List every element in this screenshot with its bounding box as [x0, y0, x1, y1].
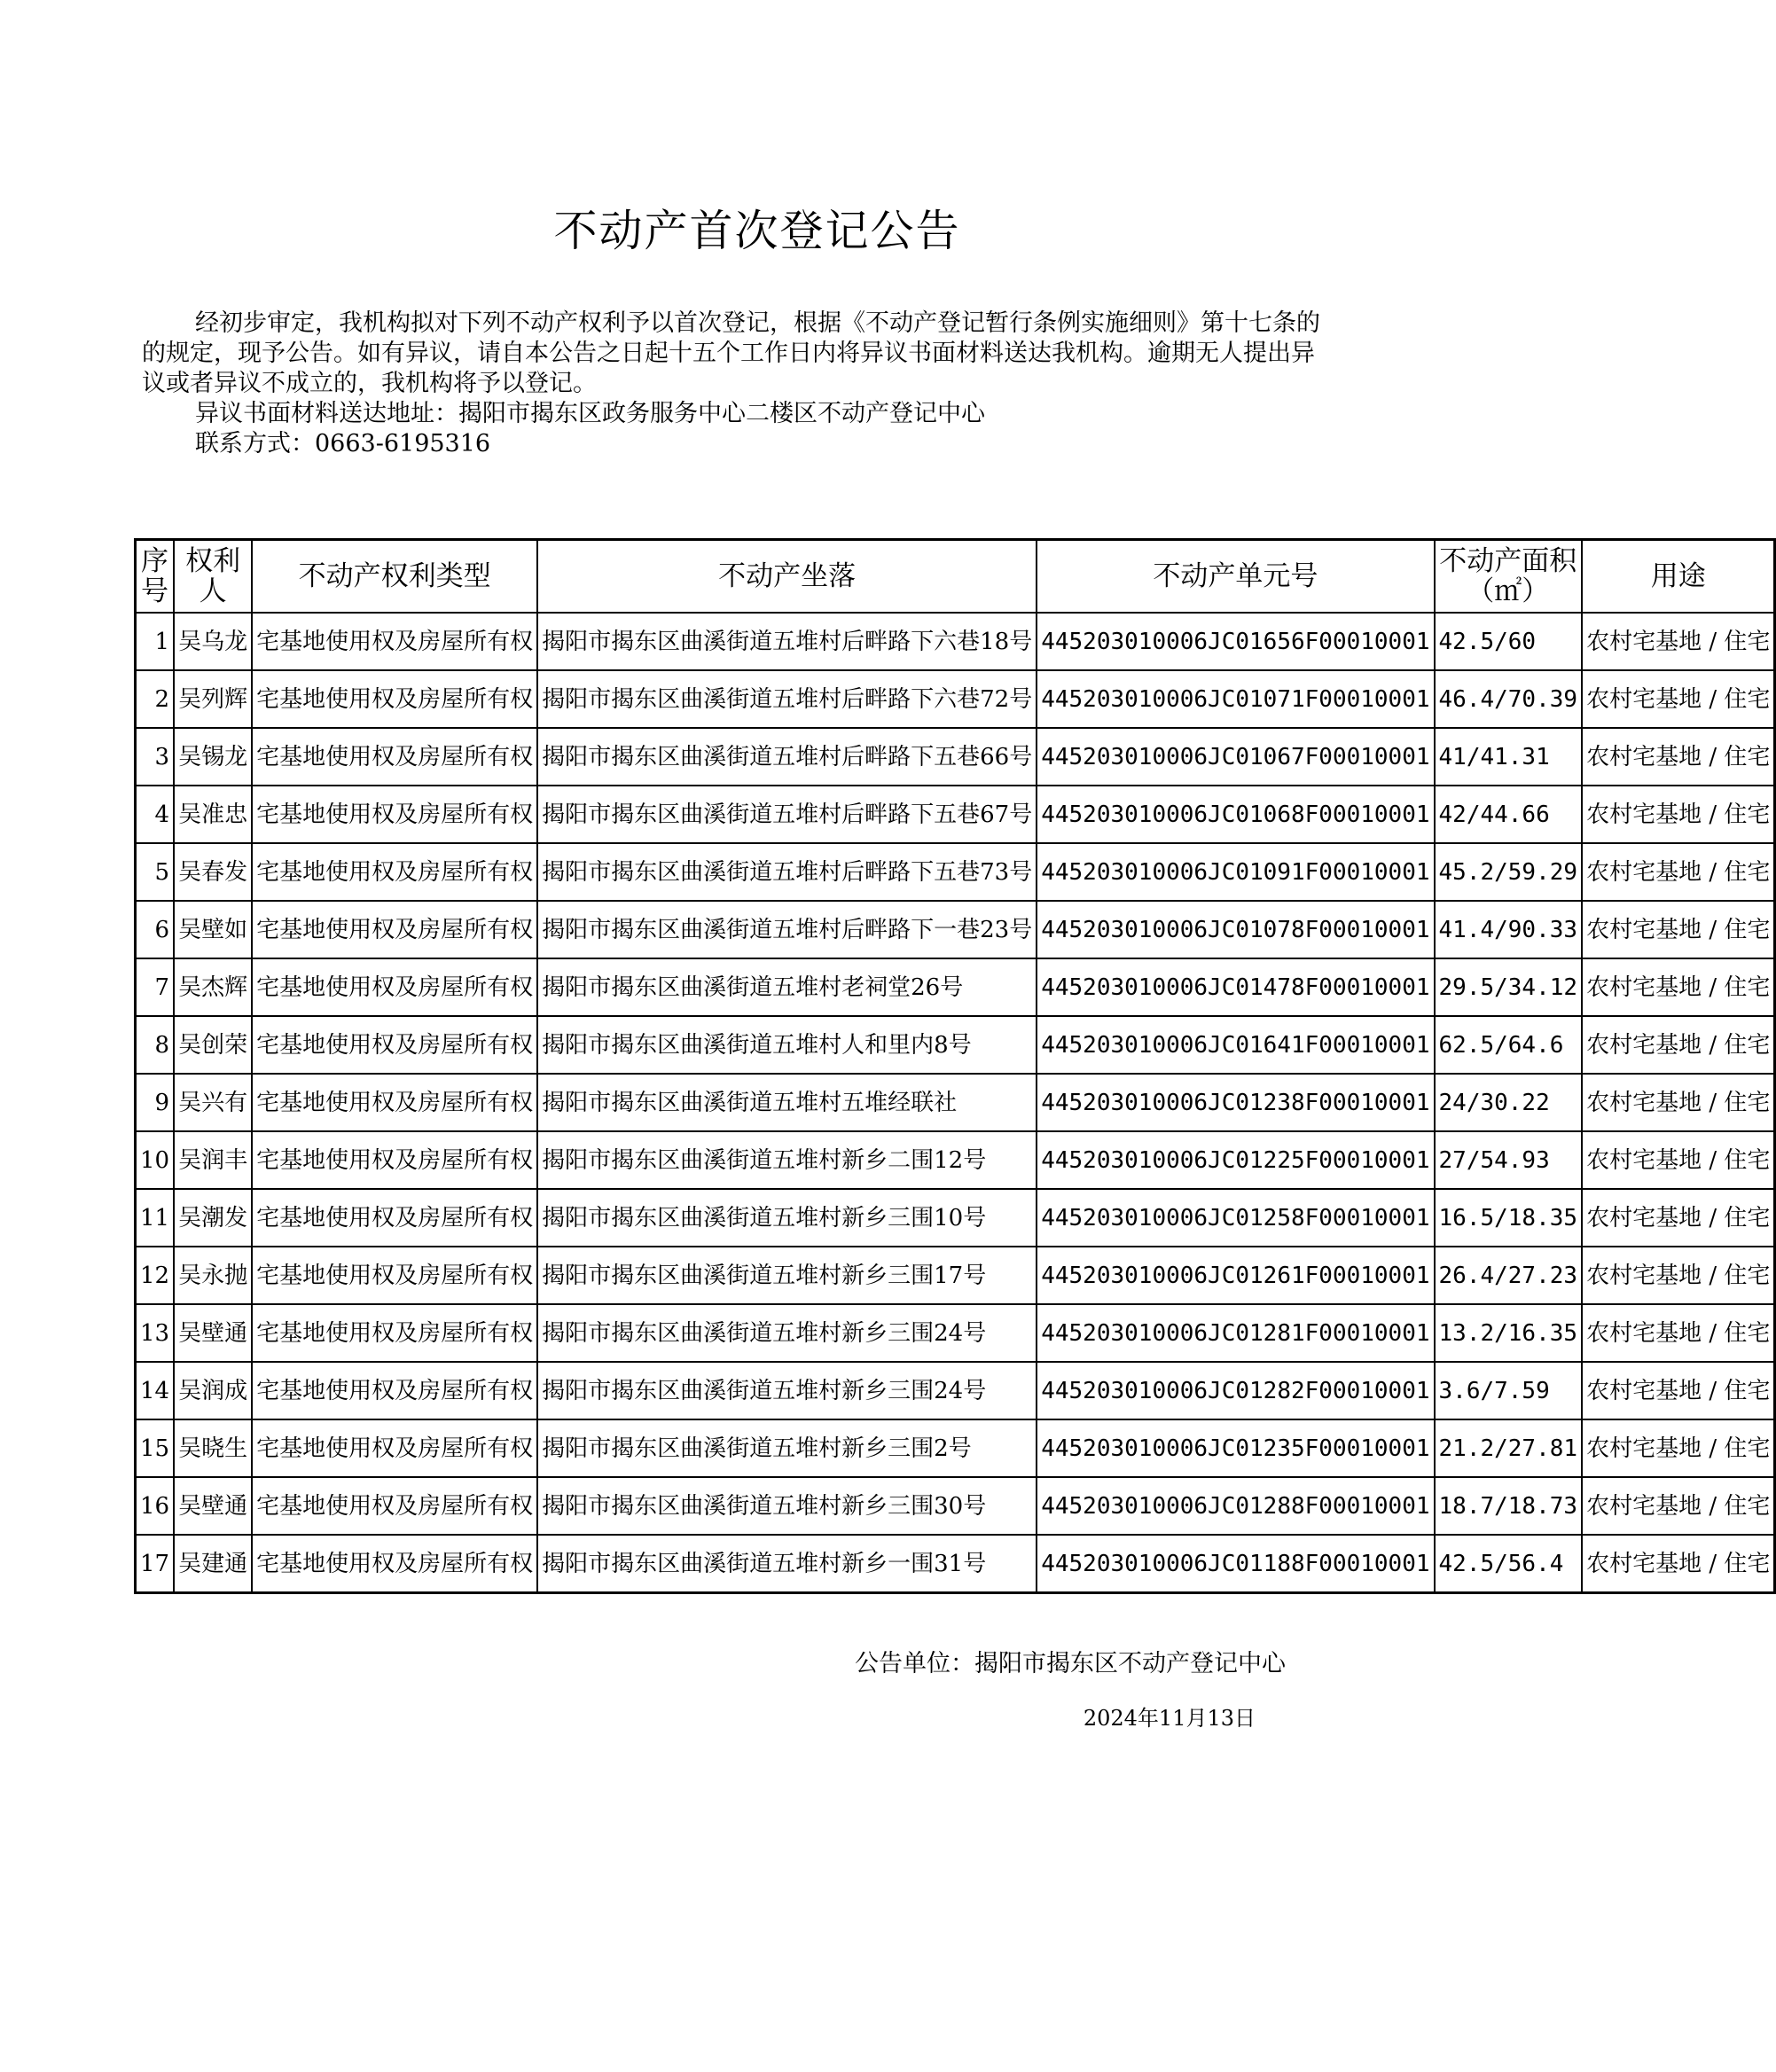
- cell-location: 揭阳市揭东区曲溪街道五堆村后畔路下五巷66号: [537, 728, 1037, 786]
- cell-seq: 5: [136, 843, 175, 901]
- cell-usage: 农村宅基地 / 住宅: [1582, 1362, 1775, 1419]
- table-row: [136, 670, 1775, 728]
- header-location: 不动产坐落: [537, 540, 1037, 614]
- cell-usage: 农村宅基地 / 住宅: [1582, 786, 1775, 843]
- table-row: [136, 1074, 1775, 1131]
- cell-owner: 吴建通: [174, 1535, 252, 1593]
- cell-seq: 8: [136, 1016, 175, 1074]
- cell-seq: 9: [136, 1074, 175, 1131]
- cell-owner: 吴锡龙: [174, 728, 252, 786]
- cell-area: 26.4/27.23: [1435, 1247, 1583, 1304]
- table-row: [136, 728, 1775, 786]
- issue-date: 2024年11月13日: [1083, 1706, 1256, 1731]
- cell-location: 揭阳市揭东区曲溪街道五堆村后畔路下五巷73号: [537, 843, 1037, 901]
- cell-seq: 12: [136, 1247, 175, 1304]
- cell-usage: 农村宅基地 / 住宅: [1582, 1131, 1775, 1189]
- table-row: [136, 613, 1775, 670]
- cell-right-type: 宅基地使用权及房屋所有权: [252, 728, 537, 786]
- cell-area: 42.5/56.4: [1435, 1535, 1583, 1593]
- cell-unit-number: 445203010006JC01091F00010001: [1037, 843, 1434, 901]
- table-row: [136, 1419, 1775, 1477]
- header-right-type: 不动产权利类型: [252, 540, 537, 614]
- table-row: [136, 1189, 1775, 1247]
- cell-unit-number: 445203010006JC01071F00010001: [1037, 670, 1434, 728]
- cell-location: 揭阳市揭东区曲溪街道五堆村新乡三围2号: [537, 1419, 1037, 1477]
- cell-seq: 1: [136, 613, 175, 670]
- table-row: [136, 786, 1775, 843]
- cell-unit-number: 445203010006JC01288F00010001: [1037, 1477, 1434, 1535]
- cell-unit-number: 445203010006JC01282F00010001: [1037, 1362, 1434, 1419]
- cell-seq: 11: [136, 1189, 175, 1247]
- cell-owner: 吴春发: [174, 843, 252, 901]
- announcement-intro: [142, 309, 1330, 459]
- contact-info: 联系方式：0663-6195316: [195, 430, 491, 457]
- cell-usage: 农村宅基地 / 住宅: [1582, 613, 1775, 670]
- table-row: [136, 1247, 1775, 1304]
- cell-unit-number: 445203010006JC01281F00010001: [1037, 1304, 1434, 1362]
- cell-unit-number: 445203010006JC01478F00010001: [1037, 958, 1434, 1016]
- cell-area: 3.6/7.59: [1435, 1362, 1583, 1419]
- cell-owner: 吴润丰: [174, 1131, 252, 1189]
- header-usage: 用途: [1582, 540, 1775, 614]
- cell-owner: 吴乌龙: [174, 613, 252, 670]
- cell-area: 29.5/34.12: [1435, 958, 1583, 1016]
- cell-owner: 吴兴有: [174, 1074, 252, 1131]
- cell-area: 27/54.93: [1435, 1131, 1583, 1189]
- cell-right-type: 宅基地使用权及房屋所有权: [252, 1016, 537, 1074]
- registration-table: [134, 538, 1776, 1594]
- cell-seq: 7: [136, 958, 175, 1016]
- cell-usage: 农村宅基地 / 住宅: [1582, 843, 1775, 901]
- page-title: 不动产首次登记公告: [553, 206, 961, 256]
- cell-unit-number: 445203010006JC01225F00010001: [1037, 1131, 1434, 1189]
- cell-unit-number: 445203010006JC01656F00010001: [1037, 613, 1434, 670]
- cell-seq: 13: [136, 1304, 175, 1362]
- cell-unit-number: 445203010006JC01068F00010001: [1037, 786, 1434, 843]
- table-row: [136, 1131, 1775, 1189]
- cell-right-type: 宅基地使用权及房屋所有权: [252, 1189, 537, 1247]
- cell-right-type: 宅基地使用权及房屋所有权: [252, 1131, 537, 1189]
- table-row: [136, 901, 1775, 958]
- cell-area: 16.5/18.35: [1435, 1189, 1583, 1247]
- cell-seq: 14: [136, 1362, 175, 1419]
- cell-owner: 吴创荣: [174, 1016, 252, 1074]
- cell-right-type: 宅基地使用权及房屋所有权: [252, 786, 537, 843]
- cell-usage: 农村宅基地 / 住宅: [1582, 1016, 1775, 1074]
- cell-owner: 吴壁通: [174, 1477, 252, 1535]
- cell-seq: 6: [136, 901, 175, 958]
- header-seq: 序号: [136, 540, 175, 614]
- table-body: [136, 613, 1775, 1593]
- cell-area: 42/44.66: [1435, 786, 1583, 843]
- cell-seq: 4: [136, 786, 175, 843]
- table-row: [136, 1362, 1775, 1419]
- cell-location: 揭阳市揭东区曲溪街道五堆村人和里内8号: [537, 1016, 1037, 1074]
- cell-seq: 17: [136, 1535, 175, 1593]
- objection-address: 异议书面材料送达地址：揭阳市揭东区政务服务中心二楼区不动产登记中心: [195, 400, 985, 427]
- cell-area: 21.2/27.81: [1435, 1419, 1583, 1477]
- cell-location: 揭阳市揭东区曲溪街道五堆村老祠堂26号: [537, 958, 1037, 1016]
- cell-location: 揭阳市揭东区曲溪街道五堆村新乡三围17号: [537, 1247, 1037, 1304]
- cell-unit-number: 445203010006JC01235F00010001: [1037, 1419, 1434, 1477]
- cell-right-type: 宅基地使用权及房屋所有权: [252, 958, 537, 1016]
- cell-area: 46.4/70.39: [1435, 670, 1583, 728]
- cell-owner: 吴潮发: [174, 1189, 252, 1247]
- cell-location: 揭阳市揭东区曲溪街道五堆村新乡二围12号: [537, 1131, 1037, 1189]
- cell-seq: 2: [136, 670, 175, 728]
- cell-location: 揭阳市揭东区曲溪街道五堆村后畔路下六巷18号: [537, 613, 1037, 670]
- cell-right-type: 宅基地使用权及房屋所有权: [252, 670, 537, 728]
- issuing-unit: 公告单位：揭阳市揭东区不动产登记中心: [855, 1650, 1286, 1677]
- cell-unit-number: 445203010006JC01258F00010001: [1037, 1189, 1434, 1247]
- table-row: [136, 1477, 1775, 1535]
- cell-location: 揭阳市揭东区曲溪街道五堆村新乡三围30号: [537, 1477, 1037, 1535]
- cell-usage: 农村宅基地 / 住宅: [1582, 1189, 1775, 1247]
- header-owner: 权利人: [174, 540, 252, 614]
- table-row: [136, 958, 1775, 1016]
- cell-location: 揭阳市揭东区曲溪街道五堆村新乡三围10号: [537, 1189, 1037, 1247]
- cell-usage: 农村宅基地 / 住宅: [1582, 958, 1775, 1016]
- cell-area: 24/30.22: [1435, 1074, 1583, 1131]
- cell-usage: 农村宅基地 / 住宅: [1582, 670, 1775, 728]
- cell-owner: 吴壁通: [174, 1304, 252, 1362]
- cell-right-type: 宅基地使用权及房屋所有权: [252, 1477, 537, 1535]
- cell-location: 揭阳市揭东区曲溪街道五堆村新乡三围24号: [537, 1362, 1037, 1419]
- header-unit-number: 不动产单元号: [1037, 540, 1434, 614]
- cell-location: 揭阳市揭东区曲溪街道五堆村五堆经联社: [537, 1074, 1037, 1131]
- cell-seq: 15: [136, 1419, 175, 1477]
- cell-seq: 16: [136, 1477, 175, 1535]
- cell-unit-number: 445203010006JC01078F00010001: [1037, 901, 1434, 958]
- table-row: [136, 1016, 1775, 1074]
- table-header-row: [136, 540, 1775, 614]
- cell-right-type: 宅基地使用权及房屋所有权: [252, 1419, 537, 1477]
- cell-area: 41/41.31: [1435, 728, 1583, 786]
- cell-location: 揭阳市揭东区曲溪街道五堆村后畔路下六巷72号: [537, 670, 1037, 728]
- cell-right-type: 宅基地使用权及房屋所有权: [252, 1362, 537, 1419]
- cell-right-type: 宅基地使用权及房屋所有权: [252, 1074, 537, 1131]
- cell-unit-number: 445203010006JC01238F00010001: [1037, 1074, 1434, 1131]
- table-row: [136, 843, 1775, 901]
- cell-usage: 农村宅基地 / 住宅: [1582, 1419, 1775, 1477]
- cell-usage: 农村宅基地 / 住宅: [1582, 1477, 1775, 1535]
- table-row: [136, 1304, 1775, 1362]
- cell-owner: 吴晓生: [174, 1419, 252, 1477]
- cell-usage: 农村宅基地 / 住宅: [1582, 728, 1775, 786]
- cell-usage: 农村宅基地 / 住宅: [1582, 901, 1775, 958]
- cell-usage: 农村宅基地 / 住宅: [1582, 1535, 1775, 1593]
- cell-unit-number: 445203010006JC01188F00010001: [1037, 1535, 1434, 1593]
- cell-unit-number: 445203010006JC01067F00010001: [1037, 728, 1434, 786]
- cell-unit-number: 445203010006JC01641F00010001: [1037, 1016, 1434, 1074]
- cell-area: 18.7/18.73: [1435, 1477, 1583, 1535]
- cell-owner: 吴杰辉: [174, 958, 252, 1016]
- cell-location: 揭阳市揭东区曲溪街道五堆村后畔路下一巷23号: [537, 901, 1037, 958]
- cell-right-type: 宅基地使用权及房屋所有权: [252, 901, 537, 958]
- cell-area: 45.2/59.29: [1435, 843, 1583, 901]
- cell-usage: 农村宅基地 / 住宅: [1582, 1247, 1775, 1304]
- cell-seq: 3: [136, 728, 175, 786]
- table-row: [136, 1535, 1775, 1593]
- cell-location: 揭阳市揭东区曲溪街道五堆村后畔路下五巷67号: [537, 786, 1037, 843]
- cell-right-type: 宅基地使用权及房屋所有权: [252, 613, 537, 670]
- header-area: 不动产面积（㎡）: [1435, 540, 1583, 614]
- cell-usage: 农村宅基地 / 住宅: [1582, 1304, 1775, 1362]
- cell-area: 62.5/64.6: [1435, 1016, 1583, 1074]
- cell-location: 揭阳市揭东区曲溪街道五堆村新乡一围31号: [537, 1535, 1037, 1593]
- cell-right-type: 宅基地使用权及房屋所有权: [252, 843, 537, 901]
- cell-location: 揭阳市揭东区曲溪街道五堆村新乡三围24号: [537, 1304, 1037, 1362]
- cell-owner: 吴壁如: [174, 901, 252, 958]
- cell-right-type: 宅基地使用权及房屋所有权: [252, 1535, 537, 1593]
- cell-unit-number: 445203010006JC01261F00010001: [1037, 1247, 1434, 1304]
- cell-area: 42.5/60: [1435, 613, 1583, 670]
- cell-right-type: 宅基地使用权及房屋所有权: [252, 1304, 537, 1362]
- cell-usage: 农村宅基地 / 住宅: [1582, 1074, 1775, 1131]
- cell-area: 41.4/90.33: [1435, 901, 1583, 958]
- cell-seq: 10: [136, 1131, 175, 1189]
- cell-owner: 吴准忠: [174, 786, 252, 843]
- cell-owner: 吴永抛: [174, 1247, 252, 1304]
- cell-area: 13.2/16.35: [1435, 1304, 1583, 1362]
- cell-right-type: 宅基地使用权及房屋所有权: [252, 1247, 537, 1304]
- cell-owner: 吴列辉: [174, 670, 252, 728]
- cell-owner: 吴润成: [174, 1362, 252, 1419]
- intro-paragraph: 经初步审定，我机构拟对下列不动产权利予以首次登记，根据《不动产登记暂行条例实施细则》第十七条的的规定，现予公告。如有异议，请自本公告之日起十五个工作日内将异议书面材料送达我机构。逾期无人提出异议或者异议不成立的，我机构将予以登记。: [142, 309, 1320, 397]
